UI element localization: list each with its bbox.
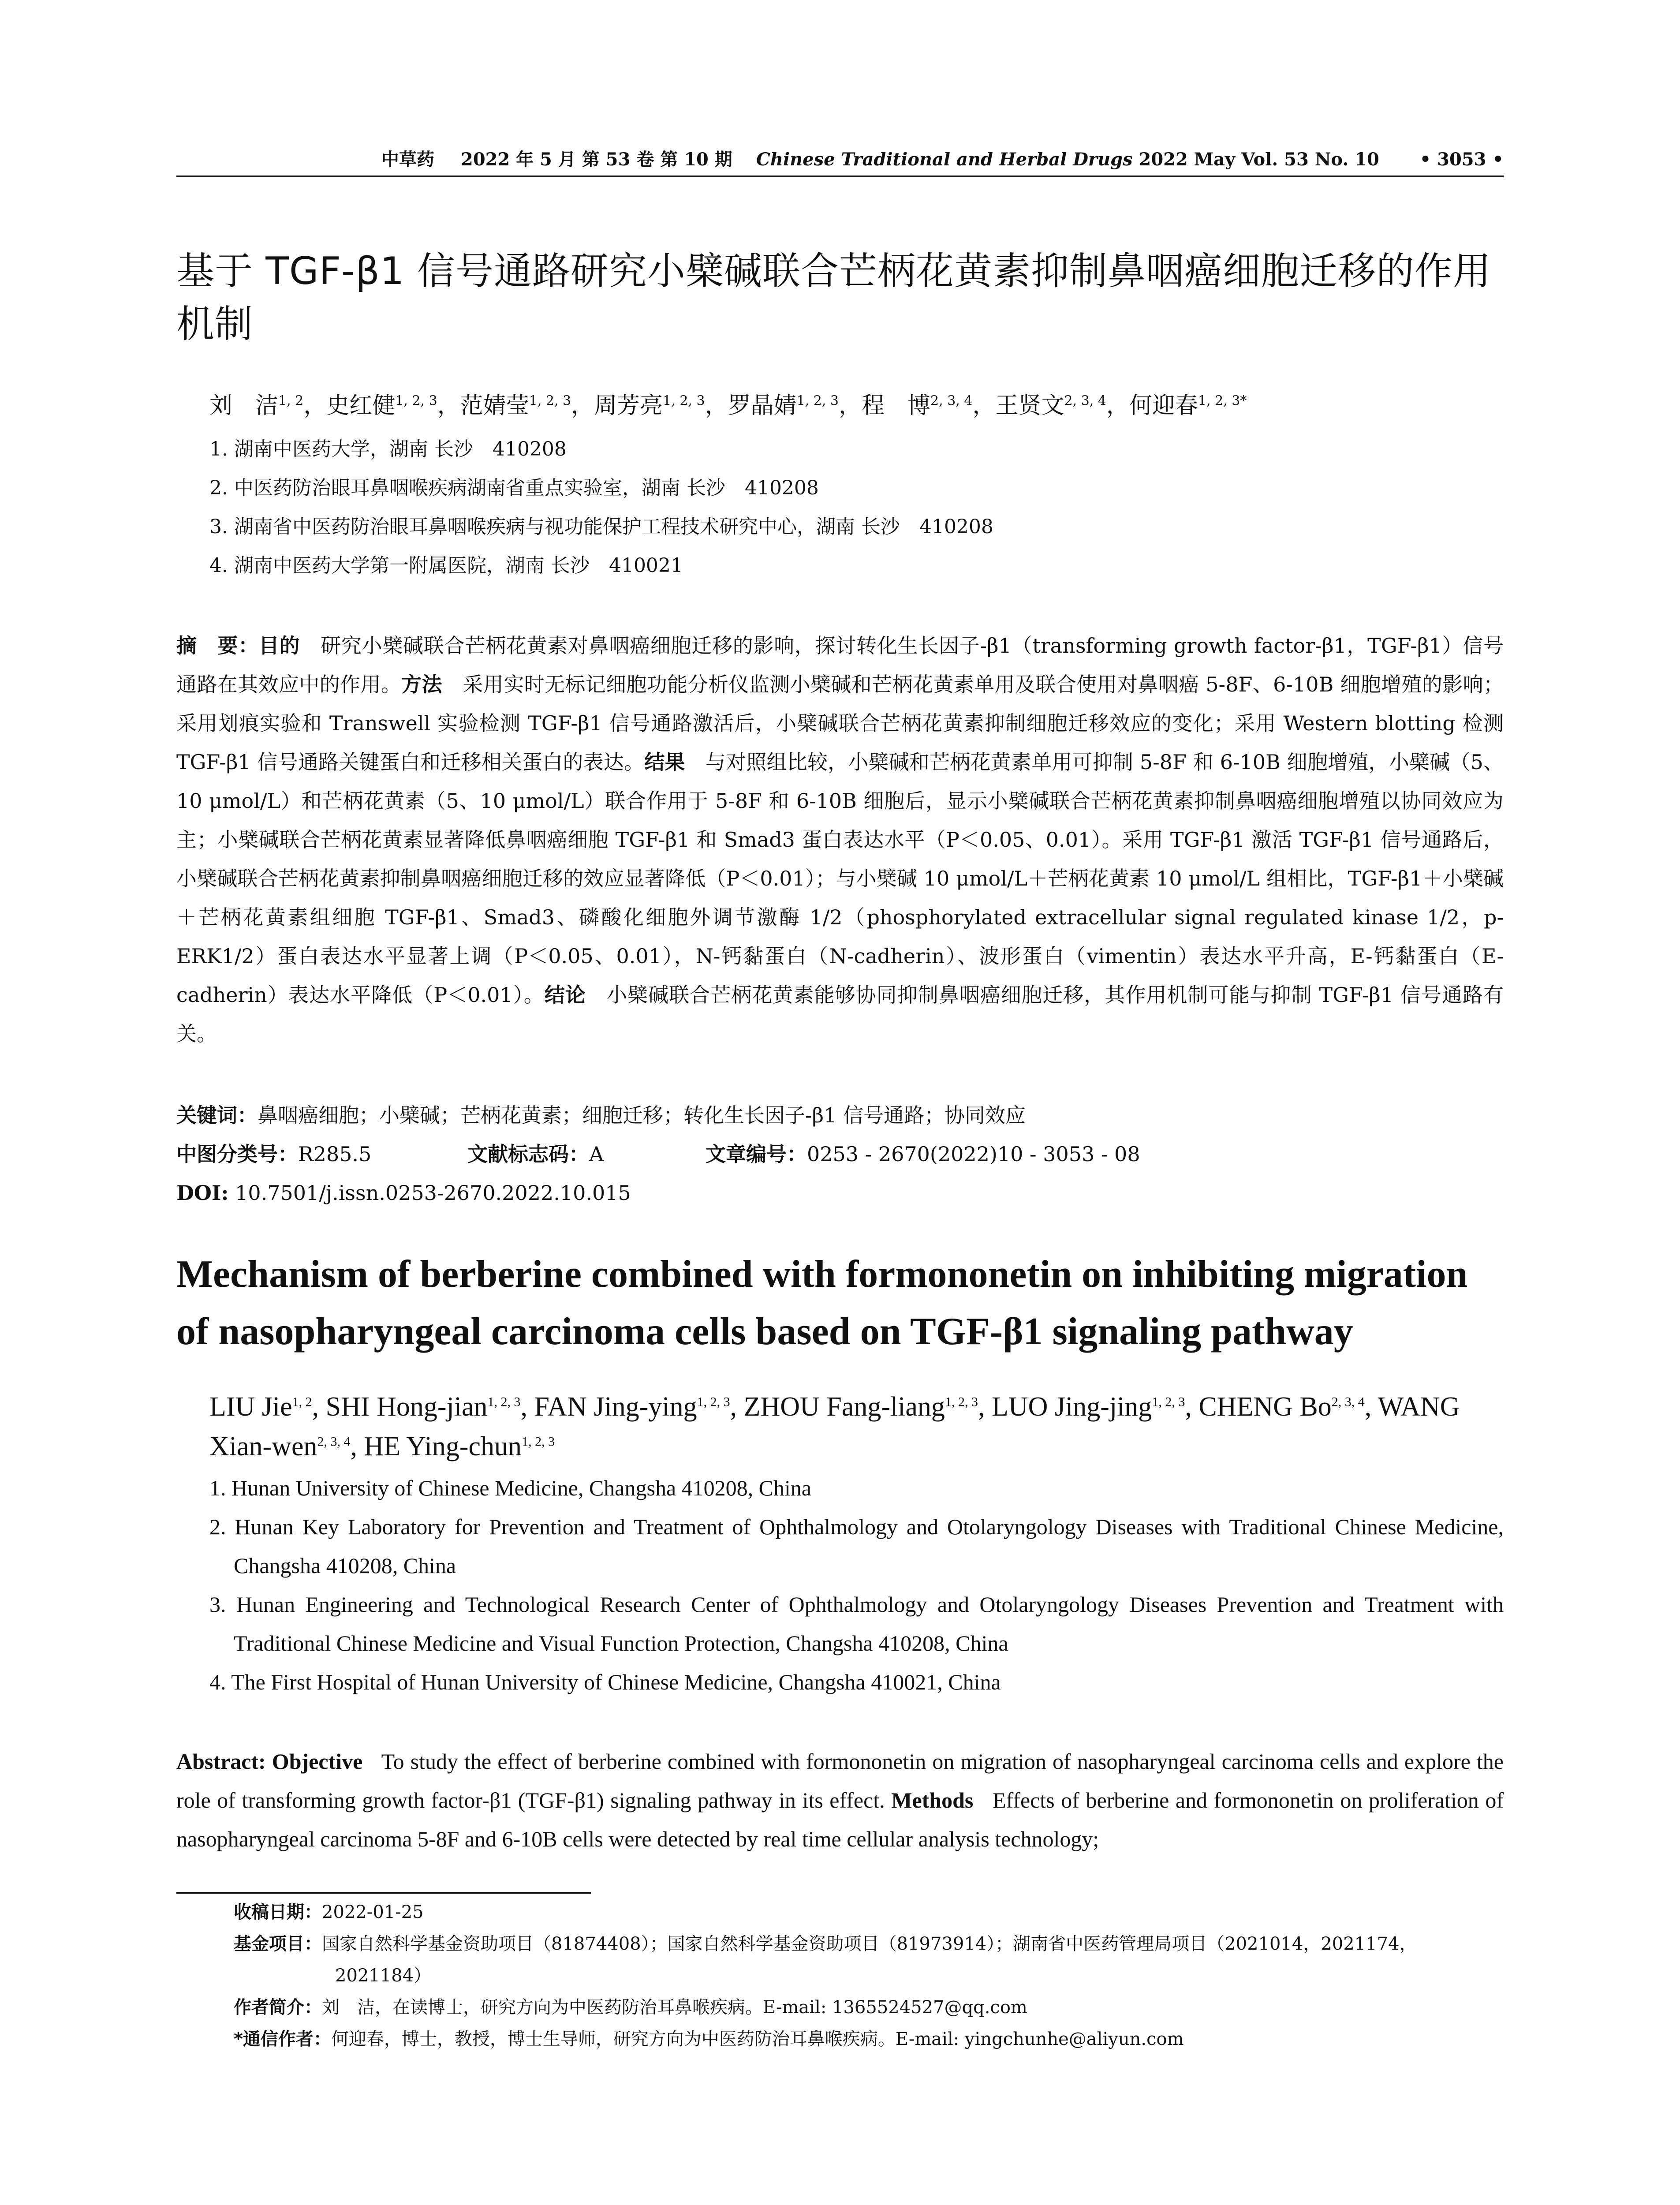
author-name: 罗晶婧: [728, 392, 797, 419]
objective-en: To study the effect of berberine combined with formononetin on migration of nasopharyngeal carcinoma cells and explore the role of transforming growth factor-β1 (TGF-β1) signaling pathway in its effect.: [176, 1749, 1504, 1813]
issue-info-zh: 2022 年 5 月 第 53 卷 第 10 期: [461, 149, 732, 170]
author-bio: 作者简介：刘 洁，在读博士，研究方向为中医药防治耳鼻喉疾病。E-mail: 1365524527@qq.com: [234, 1997, 1027, 2018]
author-affiliation-marker: 2, 3, 4: [1064, 393, 1106, 409]
author-affiliation-marker: 1, 2: [278, 393, 304, 409]
results-zh: 与对照组比较，小檗碱和芒柄花黄素单用可抑制 5-8F 和 6-10B 细胞增殖，小檗碱（5、10 μmol/L）和芒柄花黄素（5、10 μmol/L）联合作用于 5-8F 和 6-10B 细胞后，显示小檗碱联合芒柄花黄素抑制鼻咽癌细胞增殖以协同效应为主；小檗碱联合芒柄花黄素显著降低鼻咽癌细胞 TGF-β1 和 Smad3 蛋白表达水平（P＜0.05、0.01）。采用 TGF-β1 激活 TGF-β1 信号通路后，小檗碱联合芒柄花黄素抑制鼻咽癌细胞迁移的效应显著降低（P＜0.01）；与小檗碱 10 μmol/L＋芒柄花黄素 10 μmol/L 组相比，TGF-β1＋小檗碱＋芒柄花黄素组细胞 TGF-β1、Smad3、磷酸化细胞外调节激酶 1/2（phosphorylated extracellular signal regulated kinase 1/2，p-ERK1/2）蛋白表达水平显著上调（P＜0.05、0.01），N-钙黏蛋白（N-cadherin）、波形蛋白（vimentin）表达水平升高，E-钙黏蛋白（E-cadherin）表达水平降低（P＜0.01）。: [176, 750, 1504, 1007]
authors-en: LIU Jie$^{1, 2}$, SHI Hong-jian$^{1, 2, 3}$, FAN Jing-ying$^{1, 2, 3}$, ZHOU Fang-liang$^{1, 2, 3}$, LUO Jing-jing$^{1, 2, 3}$, CHENG Bo$^{2, 3, 4}$, WANG Xian-wen$^{2, 3, 4}$, HE Ying-chun$^{1, 2, 3}$: [209, 1392, 1460, 1461]
author-affiliation-marker: 1, 2, 3: [796, 393, 839, 409]
author-affiliation-marker: 1, 2, 3: [529, 393, 571, 409]
conclusion-zh-label: 结论: [544, 983, 586, 1007]
affiliation-en-1: 1. Hunan University of Chinese Medicine, Changsha 410208, China: [209, 1476, 812, 1500]
author-name: SHI Hong-jian: [325, 1392, 488, 1422]
title-zh: 基于 TGF-β1 信号通路研究小檗碱联合芒柄花黄素抑制鼻咽癌细胞迁移的作用机制: [176, 249, 1491, 346]
author-name: 程 博: [862, 392, 931, 419]
running-header: [176, 142, 1504, 177]
doc-code: A: [589, 1142, 604, 1166]
results-zh-label: 结果: [644, 750, 685, 774]
footnotes: [234, 1892, 1504, 2055]
abstract-en: [176, 1742, 1504, 1858]
author-name: ZHOU Fang-liang: [743, 1392, 945, 1422]
author-affiliation-marker: 1, 2, 3: [522, 1434, 555, 1449]
author-affiliation-marker: 1, 2, 3: [487, 1394, 521, 1409]
affiliations-en: [209, 1469, 1504, 1701]
author-name: 范婧莹: [460, 392, 529, 419]
author-name: FAN Jing-ying: [534, 1392, 697, 1422]
author-name: LUO Jing-jing: [991, 1392, 1152, 1422]
corresponding-author: *通信作者：何迎春，博士，教授，博士生导师，研究方向为中医药防治耳鼻喉疾病。E-mail: yingchunhe@aliyun.com: [234, 2029, 1184, 2049]
author-name: CHENG Bo: [1198, 1392, 1332, 1422]
affiliation-zh-4: 4. 湖南中医药大学第一附属医院，湖南 长沙 410021: [209, 554, 683, 577]
classification-row: 中图分类号：R285.5 文献标志码：A 文章编号：0253 - 2670(2022)10 - 3053 - 08: [176, 1135, 1504, 1174]
keywords-row: 关键词：鼻咽癌细胞；小檗碱；芒柄花黄素；细胞迁移；转化生长因子-β1 信号通路；协同效应: [176, 1103, 1026, 1127]
affiliation-en-2: 2. Hunan Key Laboratory for Prevention and Treatment of Ophthalmology and Otolaryngology Diseases with Traditional Chinese Medicine, Changsha 410208, China: [209, 1514, 1504, 1578]
abstract-zh-label: 摘 要：: [176, 634, 259, 658]
affiliations-zh: [209, 430, 1504, 585]
author-name: LIU Jie: [209, 1392, 292, 1422]
affiliation-zh-1: 1. 湖南中医药大学，湖南 长沙 410208: [209, 438, 567, 460]
affiliation-zh-2: 2. 中医药防治眼耳鼻咽喉疾病湖南省重点实验室，湖南 长沙 410208: [209, 477, 819, 499]
conclusion-zh: 小檗碱联合芒柄花黄素能够协同抑制鼻咽癌细胞迁移，其作用机制可能与抑制 TGF-β1 信号通路有关。: [176, 983, 1504, 1046]
header-rule: [176, 176, 1504, 177]
author-name: HE Ying-chun: [364, 1431, 522, 1461]
author-name: 史红健: [326, 392, 396, 419]
author-affiliation-marker: 2, 3, 4: [930, 393, 973, 409]
article-meta-zh: [176, 1096, 1504, 1212]
received-date: 收稿日期：2022-01-25: [234, 1902, 424, 1922]
author-name: 刘 洁: [209, 392, 279, 419]
funding: 基金项目：国家自然科学基金资助项目（81874408）；国家自然科学基金资助项目（81973914）；湖南省中医药管理局项目（2021014，2021174，2021184）: [234, 1934, 1417, 1986]
methods-en: Effects of berberine and formononetin on proliferation of nasopharyngeal carcinoma 5-8F and 6-10B cells were detected by real time cellular analysis technology;: [176, 1788, 1504, 1851]
author-affiliation-marker: 1, 2, 3: [395, 393, 437, 409]
affiliation-zh-3: 3. 湖南省中医药防治眼耳鼻咽喉疾病与视功能保护工程技术研究中心，湖南 长沙 410208: [209, 516, 993, 538]
methods-zh: 采用实时无标记细胞功能分析仪监测小檗碱和芒柄花黄素单用及联合使用对鼻咽癌 5-8F、6-10B 细胞增殖的影响；采用划痕实验和 Transwell 实验检测 TGF-β1 信号通路激活后，小檗碱联合芒柄花黄素抑制细胞迁移效应的变化；采用 Western blotting 检测 TGF-β1 信号通路关键蛋白和迁移相关蛋白的表达。: [176, 673, 1504, 774]
author-affiliation-marker: 2, 3, 4: [317, 1434, 351, 1449]
objective-zh: 研究小檗碱联合芒柄花黄素对鼻咽癌细胞迁移的影响，探讨转化生长因子-β1（transforming growth factor-β1，TGF-β1）信号通路在其效应中的作用。: [176, 634, 1504, 696]
clc-code: R285.5: [298, 1142, 372, 1166]
author-affiliation-marker: 1, 2: [292, 1394, 312, 1409]
methods-en-label: Methods: [891, 1788, 974, 1813]
author-affiliation-marker: 1, 2, 3*: [1198, 393, 1247, 409]
author-name: 何迎春: [1129, 392, 1198, 419]
abstract-zh: [176, 626, 1504, 1053]
keywords: 鼻咽癌细胞；小檗碱；芒柄花黄素；细胞迁移；转化生长因子-β1 信号通路；协同效应: [258, 1103, 1026, 1127]
article-number: 0253 - 2670(2022)10 - 3053 - 08: [807, 1142, 1140, 1166]
author-affiliation-marker: 1, 2, 3: [945, 1394, 978, 1409]
doi: 10.7501/j.issn.0253-2670.2022.10.015: [235, 1181, 631, 1205]
author-name: 王贤文: [995, 392, 1064, 419]
page-number: • 3053 •: [1419, 149, 1504, 170]
abstract-en-label: Abstract: Objective: [176, 1749, 363, 1774]
objective-zh-label: 目的: [258, 634, 300, 658]
author-name: 周芳亮: [594, 392, 663, 419]
author-affiliation-marker: 1, 2, 3: [1152, 1394, 1185, 1409]
methods-zh-label: 方法: [401, 673, 443, 696]
author-name: WANG Xian-wen: [209, 1392, 1460, 1461]
journal-name-zh: 中草药: [381, 149, 434, 170]
author-affiliation-marker: 1, 2, 3: [663, 393, 705, 409]
doi-row: DOI: 10.7501/j.issn.0253-2670.2022.10.015: [176, 1181, 631, 1205]
authors-zh: 刘 洁$^{1, 2}$，史红健$^{1, 2, 3}$，范婧莹$^{1, 2, 3}$，周芳亮$^{1, 2, 3}$，罗晶婧$^{1, 2, 3}$，程 博$^{2, 3, 4}$，王贤文$^{2, 3, 4}$，何迎春$^{1, 2, 3*}$: [209, 392, 1247, 419]
author-affiliation-marker: 1, 2, 3: [697, 1394, 730, 1409]
affiliation-en-4: 4. The First Hospital of Hunan University of Chinese Medicine, Changsha 410021, China: [209, 1670, 1001, 1694]
title-en: Mechanism of berberine combined with formononetin on inhibiting migration of nasopharyngeal carcinoma cells based on TGF-β1 signaling pathway: [176, 1253, 1468, 1353]
author-affiliation-marker: 2, 3, 4: [1331, 1394, 1365, 1409]
affiliation-en-3: 3. Hunan Engineering and Technological Research Center of Ophthalmology and Otolaryngology Diseases Prevention and Treatment with Traditional Chinese Medicine and Visual Function Protection, Changsha 410208, China: [209, 1592, 1504, 1656]
journal-name-en: Chinese Traditional and Herbal Drugs 2022 May Vol. 53 No. 10: [756, 149, 1379, 170]
